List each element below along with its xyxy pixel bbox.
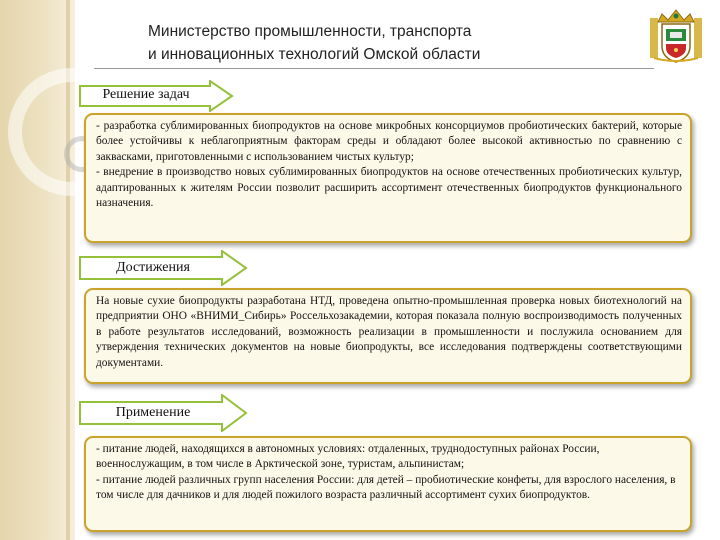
section-heading-2: Достижения [116,260,190,275]
omsk-coat-of-arms-icon [648,8,704,64]
section-heading-arrow-1 [78,80,234,112]
section-2-paragraph-1: На новые сухие биопродукты разработана НТД, проведена опытно-промышленная проверка новых биотехнологий на предприятии ОНО «ВНИМИ_Сибирь» Россельхозакадемии, которая показала полную воспроизводимость полученных в работе результатов исследований, возможность реализации в промышленности и послужила основанием для утверждения технических документов на новые биопродукты, все исследования подтверждены соответствующими документами. [96,295,682,369]
section-box-3 [84,436,692,532]
section-3-paragraph-2: - питание людей различных групп населения России: для детей – пробиотические конфеты, для взрослого населения, в том числе для дачников и для людей пожилого возраста различный ассортимент сухих биопродуктов. [96,473,676,502]
title-line-2: и инновационных технологий Омской области [148,46,481,63]
section-box-1 [84,113,692,243]
section-heading-arrow-2 [78,250,248,286]
section-3-paragraph-1: - питание людей, находящихся в автономных условиях: отдаленных, труднодоступных районах России, военнослужащим, в том числе в Арктической зоне, туристам, альпинистам; [96,443,600,471]
page-title [148,20,568,66]
section-heading-3: Применение [115,405,191,420]
section-box-2 [84,288,692,384]
title-divider [94,68,654,69]
section-1-paragraph-1: - разработка сублимированных биопродуктов на основе микробных консорциумов пробиотических бактерий, которые более устойчивы к неблагоприятным факторам среды и обладают более высокой активностью по сравнению с заквасками, приготовленными с использованием чистых культур; [96,120,682,163]
section-1-paragraph-2: - внедрение в производство новых сублимированных биопродуктов на основе отечественных пробиотических культур, адаптированных к жителям России позволит расширить ассортимент отечественных биопродуктов функционального назначения. [96,166,682,210]
title-line-1: Министерство промышленности, транспорта [148,23,472,40]
section-heading-1: Решение задач [102,87,190,102]
section-heading-arrow-3 [78,394,248,432]
